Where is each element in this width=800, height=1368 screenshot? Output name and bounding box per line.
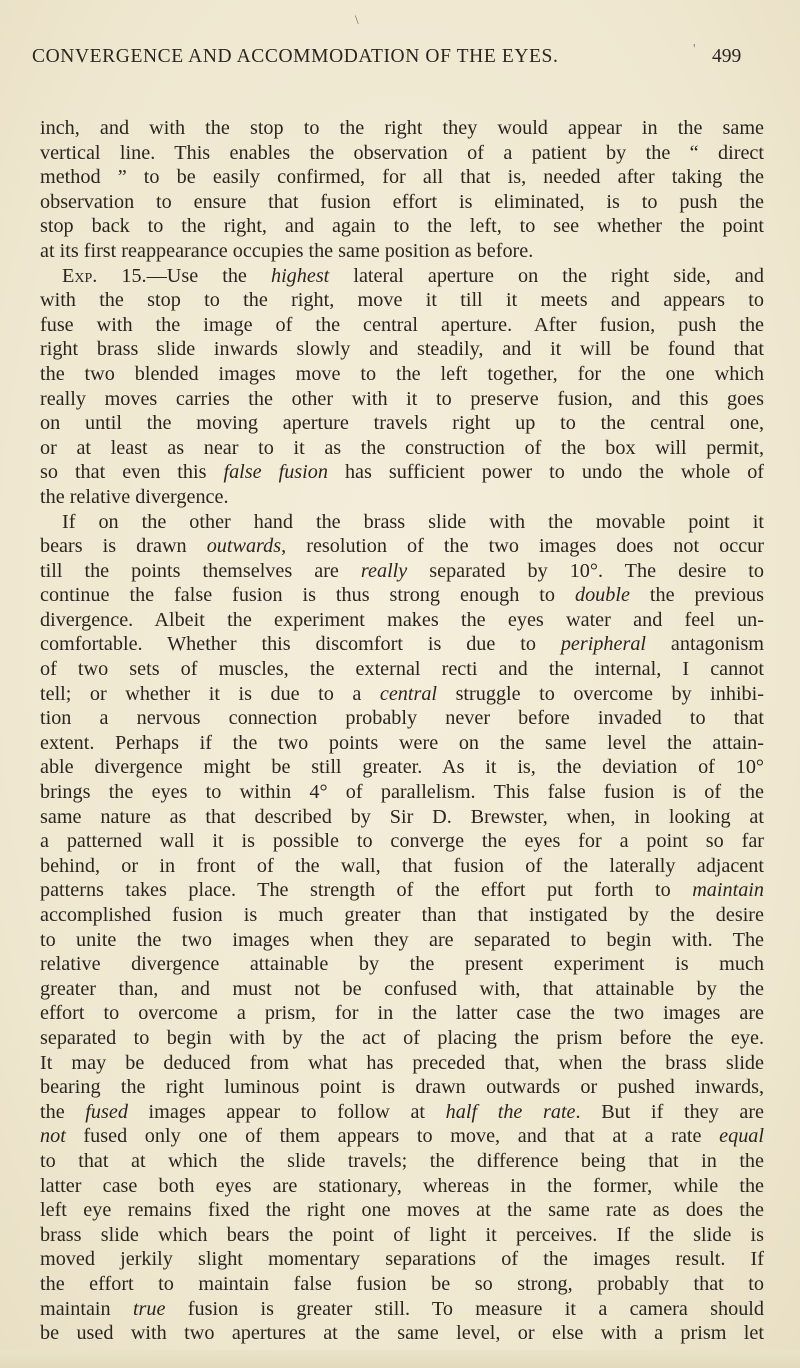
text-line bbox=[40, 854, 764, 879]
text-segment: . But if they are bbox=[575, 1100, 765, 1123]
text-line bbox=[40, 485, 764, 510]
text-segment: on until the moving aperture travels right up to the central one, bbox=[40, 412, 764, 435]
text-line bbox=[40, 362, 764, 387]
text-segment: If on the other hand the brass slide with the movable point it bbox=[62, 510, 764, 533]
italic-text: false fusion bbox=[223, 461, 328, 484]
text-line bbox=[40, 583, 764, 608]
italic-text: not bbox=[40, 1125, 66, 1148]
text-segment: with the stop to the right, move it till it meets and appears to bbox=[40, 289, 764, 312]
text-line bbox=[40, 903, 764, 928]
text-line bbox=[40, 411, 764, 436]
text-line bbox=[40, 1001, 764, 1026]
text-segment: antagonism bbox=[646, 633, 764, 656]
italic-text: peripheral bbox=[560, 633, 647, 656]
text-line bbox=[40, 214, 764, 239]
small-caps-text: Exp. bbox=[62, 264, 98, 287]
text-line bbox=[40, 657, 764, 682]
text-segment: tell; or whether it is due to a bbox=[40, 682, 380, 705]
italic-text: highest bbox=[270, 264, 330, 287]
text-segment: be used with two apertures at the same level, or else with a prism let bbox=[40, 1322, 764, 1345]
text-segment: so that even this bbox=[40, 461, 224, 484]
text-line bbox=[40, 165, 764, 190]
text-segment: the two blended images move to the left together, for the one which bbox=[40, 362, 764, 385]
text-line bbox=[40, 780, 764, 805]
text-line bbox=[40, 190, 764, 215]
text-segment: accomplished fusion is much greater than that instigated by the desire bbox=[40, 904, 764, 926]
text-line bbox=[40, 878, 764, 903]
text-segment: or at least as near to it as the construction of the box will permit, bbox=[40, 436, 764, 459]
text-segment: moved jerkily slight momentary separations of the images result. If bbox=[40, 1248, 764, 1271]
text-line bbox=[40, 460, 764, 485]
text-line bbox=[40, 264, 764, 289]
text-segment: lateral aperture on the right side, and bbox=[329, 264, 764, 287]
text-line bbox=[40, 829, 764, 854]
text-segment: the effort to maintain false fusion be so strong, probably that to bbox=[40, 1272, 764, 1295]
text-segment: maintain bbox=[40, 1297, 133, 1320]
text-line bbox=[40, 288, 764, 313]
text-segment: patterns takes place. The strength of the effort put forth to bbox=[40, 879, 693, 902]
text-line bbox=[40, 1321, 764, 1346]
text-segment: stop back to the right, and again to the left, to see whether the point bbox=[40, 215, 764, 238]
text-segment: really moves carries the other with it to preserve fusion, and this goes bbox=[40, 387, 764, 410]
text-segment: divergence. Albeit the experiment makes the eyes water and feel un- bbox=[40, 608, 764, 631]
text-segment: brass slide which bears the point of light it perceives. If the slide is bbox=[40, 1223, 764, 1246]
text-line bbox=[40, 977, 764, 1002]
text-segment: a patterned wall it is possible to converge the eyes for a point so far bbox=[40, 830, 764, 853]
text-segment: fuse with the image of the central aperture. After fusion, push the bbox=[40, 313, 764, 336]
text-segment: the previous bbox=[629, 584, 764, 607]
text-segment: 15.—Use the bbox=[97, 264, 271, 287]
text-segment: images appear to follow at bbox=[127, 1100, 446, 1123]
text-line bbox=[40, 755, 764, 780]
text-line bbox=[40, 387, 764, 412]
text-segment: able divergence might be still greater. As it is, the deviation of 10° bbox=[40, 756, 764, 779]
text-line bbox=[40, 337, 764, 362]
text-segment: to that at which the slide travels; the difference being that in the bbox=[40, 1149, 764, 1172]
italic-text: central bbox=[379, 682, 438, 705]
text-segment: the relative divergence. bbox=[40, 485, 229, 508]
text-segment: effort to overcome a prism, for in the latter case the two images are bbox=[40, 1002, 764, 1025]
text-line bbox=[40, 608, 764, 633]
text-segment: It may be deduced from what has preceded that, when the brass slide bbox=[40, 1051, 764, 1074]
text-segment: same nature as that described by Sir D. Brewster, when, in looking at bbox=[40, 805, 764, 828]
text-segment: right brass slide inwards slowly and steadily, and it will be found that bbox=[40, 338, 764, 361]
text-segment: the bbox=[40, 1100, 86, 1123]
italic-text: true bbox=[132, 1297, 166, 1320]
text-segment: vertical line. This enables the observation of a patient by the “ direct bbox=[40, 141, 764, 164]
text-line bbox=[40, 1124, 764, 1149]
text-segment: left eye remains fixed the right one moves at the same rate as does the bbox=[40, 1199, 764, 1222]
text-line bbox=[40, 1149, 764, 1174]
text-segment: behind, or in front of the wall, that fusion of the laterally adjacent bbox=[40, 854, 764, 877]
running-head: CONVERGENCE AND ACCOMMODATION OF THE EYES. bbox=[32, 46, 559, 67]
text-segment: separated to begin with by the act of placing the prism before the eye. bbox=[40, 1026, 764, 1049]
text-line bbox=[40, 534, 764, 559]
top-margin-mark: \ bbox=[355, 12, 359, 27]
text-segment: comfortable. Whether this discomfort is due to bbox=[40, 633, 561, 656]
text-line bbox=[40, 1100, 764, 1125]
text-line bbox=[40, 928, 764, 953]
text-line bbox=[40, 1297, 764, 1322]
body-text bbox=[40, 116, 764, 1346]
italic-text: equal bbox=[719, 1125, 764, 1148]
italic-text: maintain bbox=[692, 879, 764, 902]
text-segment: of two sets of muscles, the external recti and the internal, I cannot bbox=[40, 658, 764, 681]
text-line bbox=[40, 239, 764, 264]
text-segment: relative divergence attainable by the present experiment is much bbox=[40, 953, 764, 976]
text-segment: fused only one of them appears to move, and that at a rate bbox=[65, 1125, 720, 1148]
italic-text: double bbox=[574, 584, 630, 607]
text-line bbox=[40, 141, 764, 166]
page-bottom-edge bbox=[0, 1350, 800, 1368]
text-segment: has sufficient power to undo the whole of bbox=[327, 461, 765, 484]
text-line bbox=[40, 313, 764, 338]
folio-mark: ' bbox=[693, 42, 696, 57]
text-segment: greater than, and must not be confused with, that attainable by the bbox=[40, 977, 764, 1000]
text-segment: fusion is greater still. To measure it a camera should bbox=[165, 1297, 764, 1320]
italic-text: half the rate bbox=[445, 1100, 576, 1123]
text-segment: separated by 10°. The desire to bbox=[407, 559, 765, 582]
text-line bbox=[40, 1026, 764, 1051]
text-segment: to unite the two images when they are separated to begin with. The bbox=[40, 928, 764, 951]
text-segment: bears is drawn bbox=[40, 535, 207, 558]
text-line bbox=[40, 952, 764, 977]
text-line bbox=[40, 632, 764, 657]
text-line bbox=[40, 706, 764, 731]
text-segment: latter case both eyes are stationary, whereas in the former, while the bbox=[40, 1174, 764, 1197]
text-segment: till the points themselves are bbox=[40, 559, 361, 582]
text-line bbox=[40, 559, 764, 584]
text-line bbox=[40, 1247, 764, 1272]
text-line bbox=[40, 682, 764, 707]
text-segment: , resolution of the two images does not occur bbox=[281, 535, 764, 558]
text-segment: method ” to be easily confirmed, for all that is, needed after taking the bbox=[40, 166, 764, 189]
text-segment: bearing the right luminous point is drawn outwards or pushed inwards, bbox=[40, 1076, 764, 1099]
text-line bbox=[40, 1174, 764, 1199]
page-number: 499 bbox=[712, 46, 742, 67]
text-segment: continue the false fusion is thus strong enough to bbox=[40, 584, 575, 607]
text-line bbox=[40, 510, 764, 535]
italic-text: fused bbox=[85, 1100, 128, 1123]
text-segment: brings the eyes to within 4° of parallelism. This false fusion is of the bbox=[40, 781, 764, 804]
italic-text: outwards bbox=[206, 535, 282, 558]
text-line bbox=[40, 1198, 764, 1223]
italic-text: really bbox=[360, 559, 408, 582]
text-segment: observation to ensure that fusion effort is eliminated, is to push the bbox=[40, 190, 764, 213]
text-line bbox=[40, 1075, 764, 1100]
text-line bbox=[40, 1272, 764, 1297]
text-line bbox=[40, 436, 764, 461]
text-line bbox=[40, 731, 764, 756]
text-line bbox=[40, 1223, 764, 1248]
text-line bbox=[40, 116, 764, 141]
text-line bbox=[40, 1051, 764, 1076]
text-segment: struggle to overcome by inhibi- bbox=[437, 682, 764, 705]
text-segment: extent. Perhaps if the two points were on the same level the attain- bbox=[40, 731, 764, 754]
text-segment: inch, and with the stop to the right they would appear in the same bbox=[40, 117, 764, 139]
text-segment: at its first reappearance occupies the same position as before. bbox=[40, 239, 534, 262]
text-segment: tion a nervous connection probably never before invaded to that bbox=[40, 707, 764, 730]
text-line bbox=[40, 805, 764, 830]
